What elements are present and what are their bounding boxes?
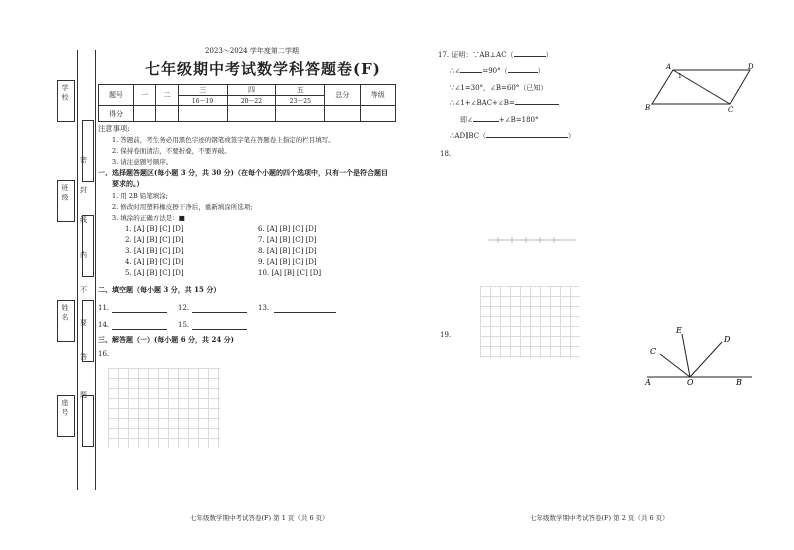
mc-row[interactable]: 5. [A] [B] [C] [D] [125, 269, 184, 277]
fill-12-answer[interactable] [192, 312, 247, 313]
name-label: 姓 名 [61, 304, 69, 321]
label-A: A [666, 63, 672, 71]
label-A: A [645, 378, 651, 387]
seal-char: 要 [80, 319, 87, 327]
mc-row[interactable]: 9. [A] [B] [C] [D] [258, 258, 317, 266]
score-cell[interactable] [178, 106, 227, 122]
fill-13-label: 13. [258, 304, 270, 312]
score-head-2: 二 [156, 85, 178, 106]
score-cell[interactable] [360, 106, 395, 122]
class-label: 班 级 [61, 184, 69, 201]
score-table [98, 84, 396, 122]
label-D: D [748, 63, 754, 71]
solve-heading: 三、解答题（一）(每小题 6 分，共 24 分) [98, 335, 234, 344]
label-O: O [687, 378, 694, 387]
q17-text: ∴∠ [450, 67, 461, 75]
mc-row[interactable]: 1. [A] [B] [C] [D] [125, 225, 184, 233]
mc-rule: 3. 填涂的正确方法是：■ [112, 214, 185, 222]
seal-char: 封 [80, 186, 87, 194]
q17-text: 即∠ [460, 116, 473, 124]
parallelogram-figure [640, 60, 760, 116]
score-head-1: 一 [134, 85, 156, 106]
score-head-4: 四 [227, 85, 276, 96]
label-C: C [650, 347, 657, 356]
seal-char: 线 [80, 216, 87, 224]
score-head-total: 总分 [325, 85, 360, 106]
mc-heading-cont: 要求的。） [112, 179, 144, 188]
mc-rule: 2. 修改时用塑料橡皮擦干净后，重新填涂所选项; [112, 203, 253, 211]
mc-row[interactable]: 10. [A] [B] [C] [D] [258, 269, 322, 277]
q17-line: 17. 证明：∵AB⊥AC（ ） [438, 51, 553, 59]
score-cell[interactable] [325, 106, 360, 122]
mc-heading: 一、选择题答题区(每小题 3 分，共 30 分)（在每个小题的四个选项中，只有一个是符合题目 [98, 168, 388, 177]
notes-item: 2. 保持卷面清洁，不要折叠，不要弄破。 [112, 147, 231, 155]
q17-text: +∠B=180° [498, 116, 539, 124]
q17-blank[interactable] [508, 72, 538, 73]
angle-figure [642, 322, 757, 387]
label-1: 1 [678, 73, 682, 80]
score-row-label: 得分 [99, 106, 134, 122]
number-line [488, 226, 578, 256]
binding-line-outer [77, 50, 78, 490]
mc-rule: 1. 用 2B 铅笔填涂; [112, 192, 169, 200]
label-C: C [728, 106, 734, 114]
score-head-grade: 等级 [360, 85, 395, 106]
fill-heading: 二、填空题（每小题 3 分，共 15 分） [98, 285, 221, 294]
seat-field[interactable] [82, 395, 94, 447]
fill-15-answer[interactable] [192, 329, 247, 330]
mc-row[interactable]: 7. [A] [B] [C] [D] [258, 236, 317, 244]
notes-item: 1. 答题前，考生务必用黑色字迹的钢笔或签字笔在答题卷上指定的栏目填写。 [112, 136, 335, 144]
score-head-5: 五 [276, 85, 325, 96]
fill-13-answer[interactable] [274, 312, 336, 313]
q17-line [450, 99, 559, 107]
q18-grid[interactable] [480, 286, 580, 358]
mc-row[interactable]: 4. [A] [B] [C] [D] [125, 258, 184, 266]
seal-char: 题 [80, 391, 87, 399]
seal-char: 不 [80, 286, 87, 294]
page-title: 七年级期中考试数学科答题卷(F) [145, 60, 381, 78]
seal-char: 答 [80, 353, 87, 361]
seal-char: 密 [80, 156, 87, 164]
q19-label: 19. [440, 331, 452, 339]
footer-left: 七年级数学期中考试答卷(F) 第 1 页（共 6 页） [190, 514, 329, 522]
fill-15-label: 15. [178, 321, 190, 329]
q17-blank[interactable] [460, 72, 482, 73]
label-B: B [645, 104, 651, 112]
mc-row[interactable]: 6. [A] [B] [C] [D] [258, 225, 317, 233]
label-D: D [724, 335, 731, 344]
seat-label: 座 号 [61, 399, 69, 416]
q18-label: 18. [440, 150, 452, 158]
seal-char: 内 [80, 251, 87, 259]
fill-14-answer[interactable] [112, 329, 167, 330]
mc-row[interactable]: 8. [A] [B] [C] [D] [258, 247, 317, 255]
score-cell[interactable] [156, 106, 178, 122]
score-head-3: 三 [178, 85, 227, 96]
score-sub-4: 20～22 [227, 96, 276, 106]
q16-label: 16. [98, 350, 110, 358]
q17-blank[interactable] [473, 121, 499, 122]
school-label: 学 校 [61, 84, 69, 101]
q17-line: ∴∠ =90°（ ） [450, 67, 545, 75]
fill-12-label: 12. [178, 304, 190, 312]
label-B: B [736, 378, 742, 387]
school-field[interactable] [82, 120, 94, 182]
score-cell[interactable] [276, 106, 325, 122]
notes-heading: 注意事项: [98, 124, 130, 133]
fill-11-answer[interactable] [112, 312, 167, 313]
q17-text: 17. 证明：∵AB⊥AC（ [438, 51, 514, 59]
label-E: E [676, 326, 682, 335]
score-head-label: 题号 [99, 85, 134, 106]
notes-item: 3. 请注意题号顺序。 [112, 158, 173, 166]
year-line: 2023～2024 学年度第二学期 [205, 47, 299, 55]
q17-line: ∵∠1=30°，∠B=60°（已知） [450, 84, 548, 92]
score-sub-5: 23～25 [276, 96, 325, 106]
q17-text: ∴∠1+∠BAC+∠B= [450, 99, 515, 107]
score-cell[interactable] [134, 106, 156, 122]
q17-text: =90°（ [482, 67, 508, 75]
footer-right: 七年级数学期中考试答卷(F) 第 2 页（共 6 页） [530, 514, 669, 522]
q17-blank[interactable] [486, 137, 568, 138]
fill-11-label: 11. [98, 304, 110, 312]
mc-row[interactable]: 3. [A] [B] [C] [D] [125, 247, 184, 255]
score-sub-3: 16～19 [178, 96, 227, 106]
q17-line: ∴AD∥BC（ ） [450, 132, 575, 140]
q17-line [460, 115, 538, 125]
fill-14-label: 14. [98, 321, 110, 329]
q17-blank[interactable] [514, 56, 546, 57]
binding-line-inner [95, 50, 96, 490]
score-cell[interactable] [227, 106, 276, 122]
q17-text: ∴AD∥BC（ [450, 132, 486, 140]
q16-grid[interactable] [108, 368, 220, 448]
mc-row[interactable]: 2. [A] [B] [C] [D] [125, 236, 184, 244]
q17-blank[interactable] [515, 104, 559, 105]
